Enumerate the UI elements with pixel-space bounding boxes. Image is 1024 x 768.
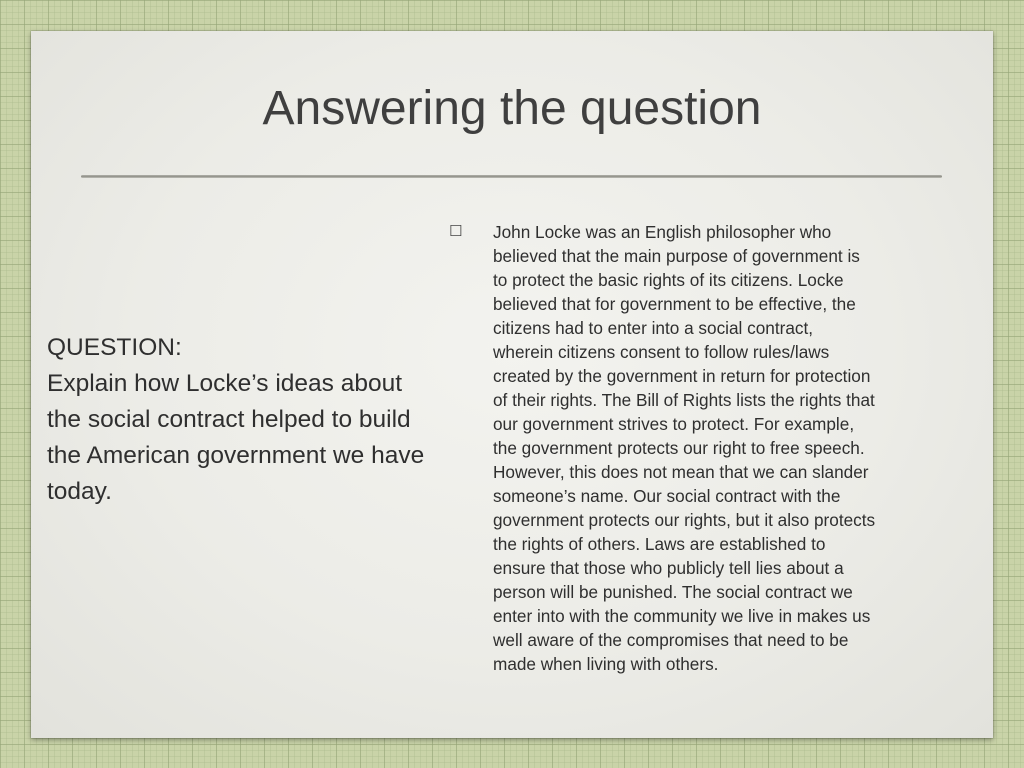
question-block	[47, 330, 442, 510]
slide-title: Answering the question	[262, 82, 762, 135]
title-divider	[81, 175, 942, 178]
answer-text: John Locke was an English philosopher who believed that the main purpose of government is to protect the basic rights of its citizens. Locke believed that for government to be effective, the citizens had to enter into a social contract, wherein citizens consent to follow rules/laws created by the government in return for protection of their rights. The Bill of Rights lists the rights that our government strives to protect. For example, the government protects our right to free speech. However, this does not mean that we can slander someone’s name. Our social contract with the government protects our rights, but it also protects the rights of others. Laws are established to ensure that those who publicly tell lies about a person will be punished. The social contract we enter into with the community we live in makes us well aware of the compromises that need to be made when living with others.	[493, 222, 876, 674]
question-heading: QUESTION:	[47, 334, 182, 361]
checkbox-bullet-icon: ☐	[449, 222, 463, 240]
slide	[31, 31, 993, 738]
question-text: Explain how Locke’s ideas about the social contract helped to build the American government we have today.	[47, 370, 425, 505]
answer-block	[449, 220, 949, 676]
